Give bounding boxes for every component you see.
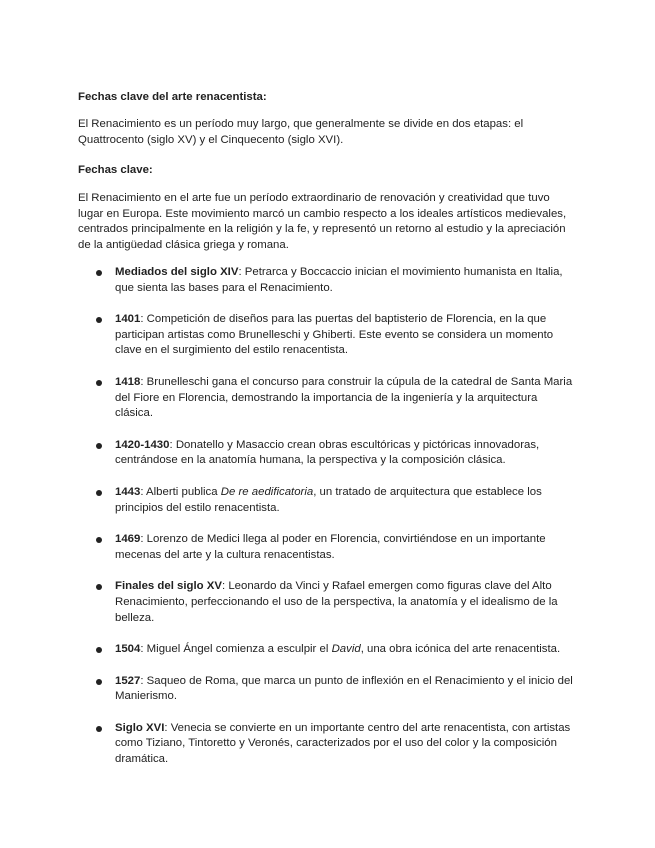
list-item: 1443: Alberti publica De re aedificatoria, un tratado de arquitectura que establece los principios del estilo renacentista. <box>0 485 575 516</box>
bullet-icon <box>96 584 102 590</box>
item-text: : Leonardo da Vinci y Rafael emergen como figuras clave del Alto Renacimiento, perfeccionando el uso de la perspectiva, la anatomía y el idealismo de la belleza. <box>115 580 558 624</box>
item-date: 1527 <box>115 674 141 687</box>
bullet-icon <box>96 679 102 685</box>
bullet-icon <box>96 537 102 543</box>
item-date: Finales del siglo XV <box>115 580 222 593</box>
bullet-icon <box>96 317 102 323</box>
item-date: 1504 <box>115 643 141 656</box>
item-date: 1420-1430 <box>115 438 170 451</box>
bullet-icon <box>96 726 102 732</box>
item-date: Siglo XVI <box>115 721 165 734</box>
list-item <box>0 312 575 359</box>
intro-paragraph: El Renacimiento es un período muy largo, que generalmente se divide en dos etapas: el Quattrocento (siglo XV) y el Cinquecento (siglo XVI). <box>78 118 524 146</box>
list-item <box>0 438 575 469</box>
item-date: Mediados del siglo XIV <box>115 266 239 278</box>
item-text: : Petrarca y Boccaccio inician el movimiento humanista en Italia, que sienta las bases para el Renacimiento. <box>115 266 563 294</box>
bullet-icon <box>96 647 102 653</box>
description-paragraph: El Renacimiento en el arte fue un período extraordinario de renovación y creatividad que tuvo lugar en Europa. Este movimiento marcó un cambio respecto a los ideales artísticos medievales, centrados principalmente en la religión y la fe, y representó un retorno al estudio y la apreciación de la antigüedad clásica griega y romana. <box>78 192 567 251</box>
item-text: : Lorenzo de Medici llega al poder en Florencia, convirtiéndose en un importante mecenas del arte y la cultura renacentistas. <box>115 533 546 561</box>
item-text: : Venecia se convierte en un importante centro del arte renacentista, con artistas como Tiziano, Tintoretto y Veronés, caracterizados por el uso del color y la composición dramática. <box>115 721 571 766</box>
item-text: : Competición de diseños para las puertas del baptisterio de Florencia, en la que participan artistas como Brunelleschi y Ghiberti. Este evento se considera un momento clave en el surgimiento del estilo renacentista. <box>115 313 554 357</box>
item-date: 1443 <box>115 485 141 498</box>
artwork-title: David <box>331 643 361 656</box>
list-item <box>0 579 575 626</box>
item-text: : Donatello y Masaccio crean obras escultóricas y pictóricas innovadoras, centrándose en la anatomía humana, la perspectiva y la composición clásica. <box>115 438 540 467</box>
list-item <box>0 265 575 296</box>
page-title: Fechas clave del arte renacentista: <box>78 91 267 103</box>
item-text: : Brunelleschi gana el concurso para construir la cúpula de la catedral de Santa Maria del Fiore en Florencia, demostrando la importancia de la ingeniería y la arquitectura clásica. <box>115 375 573 420</box>
item-date: 1401 <box>115 313 141 326</box>
bullet-icon <box>96 443 102 449</box>
book-title: De re aedificatoria <box>220 485 314 498</box>
list-item <box>0 674 575 705</box>
list-item <box>0 721 575 768</box>
item-text: : Miguel Ángel comienza a esculpir el <box>140 643 332 656</box>
list-item <box>0 375 575 422</box>
list-item <box>0 532 575 563</box>
item-date: 1469 <box>115 533 141 546</box>
item-text: : Saqueo de Roma, que marca un punto de inflexión en el Renacimiento y el inicio del Manierismo. <box>115 674 573 703</box>
section-heading: Fechas clave: <box>78 164 153 176</box>
list-item: 1504: Miguel Ángel comienza a esculpir el David, una obra icónica del arte renacentista. <box>0 642 575 658</box>
bullet-icon <box>96 490 102 496</box>
item-date: 1418 <box>115 375 141 388</box>
item-text: : Alberti publica <box>140 485 221 498</box>
timeline-list <box>0 265 655 768</box>
bullet-icon <box>96 270 102 276</box>
bullet-icon <box>96 380 102 386</box>
